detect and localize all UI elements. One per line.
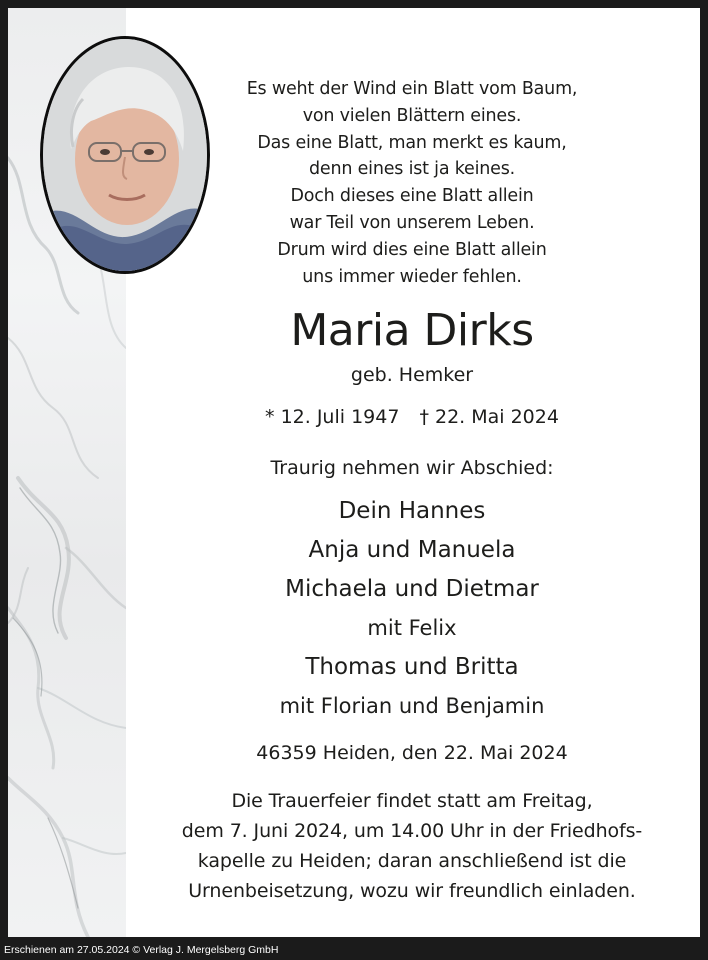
poem-line: Das eine Blatt, man merkt es kaum, bbox=[257, 132, 567, 153]
family-member: Thomas und Britta bbox=[305, 654, 519, 680]
obituary-card bbox=[8, 8, 700, 937]
family-member: Michaela und Dietmar bbox=[285, 576, 539, 602]
poem-line: uns immer wieder fehlen. bbox=[302, 266, 522, 287]
poem-line: war Teil von unserem Leben. bbox=[289, 212, 535, 233]
poem-line: Drum wird dies eine Blatt allein bbox=[277, 239, 547, 260]
ceremony-line: Urnenbeisetzung, wozu wir freundlich einladen. bbox=[188, 880, 636, 902]
birth-date: * 12. Juli 1947 bbox=[265, 406, 400, 428]
publication-footer: Erschienen am 27.05.2024 © Verlag J. Mergelsberg GmbH bbox=[4, 944, 279, 956]
ceremony-line: Die Trauerfeier findet statt am Freitag, bbox=[231, 790, 593, 812]
ceremony-line: kapelle zu Heiden; daran anschließend ist die bbox=[197, 850, 627, 872]
birth-name: geb. Hemker bbox=[350, 364, 474, 386]
death-date: † 22. Mai 2024 bbox=[419, 406, 559, 428]
life-dates bbox=[134, 405, 690, 429]
poem-line: Es weht der Wind ein Blatt vom Baum, bbox=[246, 79, 578, 99]
family-list bbox=[134, 492, 690, 726]
family-member: Dein Hannes bbox=[338, 498, 486, 524]
ceremony-line: dem 7. Juni 2024, um 14.00 Uhr in der Friedhofs- bbox=[181, 820, 643, 842]
family-member: Anja und Manuela bbox=[308, 537, 516, 563]
family-member: mit Felix bbox=[367, 616, 457, 640]
poem bbox=[134, 76, 690, 290]
family-member: mit Florian und Benjamin bbox=[279, 694, 545, 718]
poem-line: denn eines ist ja keines. bbox=[308, 159, 516, 180]
place-date: 46359 Heiden, den 22. Mai 2024 bbox=[256, 742, 568, 764]
mourning-intro: Traurig nehmen wir Abschied: bbox=[270, 457, 554, 479]
ceremony-notice bbox=[134, 786, 690, 906]
poem-line: Doch dieses eine Blatt allein bbox=[290, 186, 534, 207]
poem-line: von vielen Blättern eines. bbox=[302, 105, 522, 126]
deceased-name: Maria Dirks bbox=[290, 305, 534, 356]
